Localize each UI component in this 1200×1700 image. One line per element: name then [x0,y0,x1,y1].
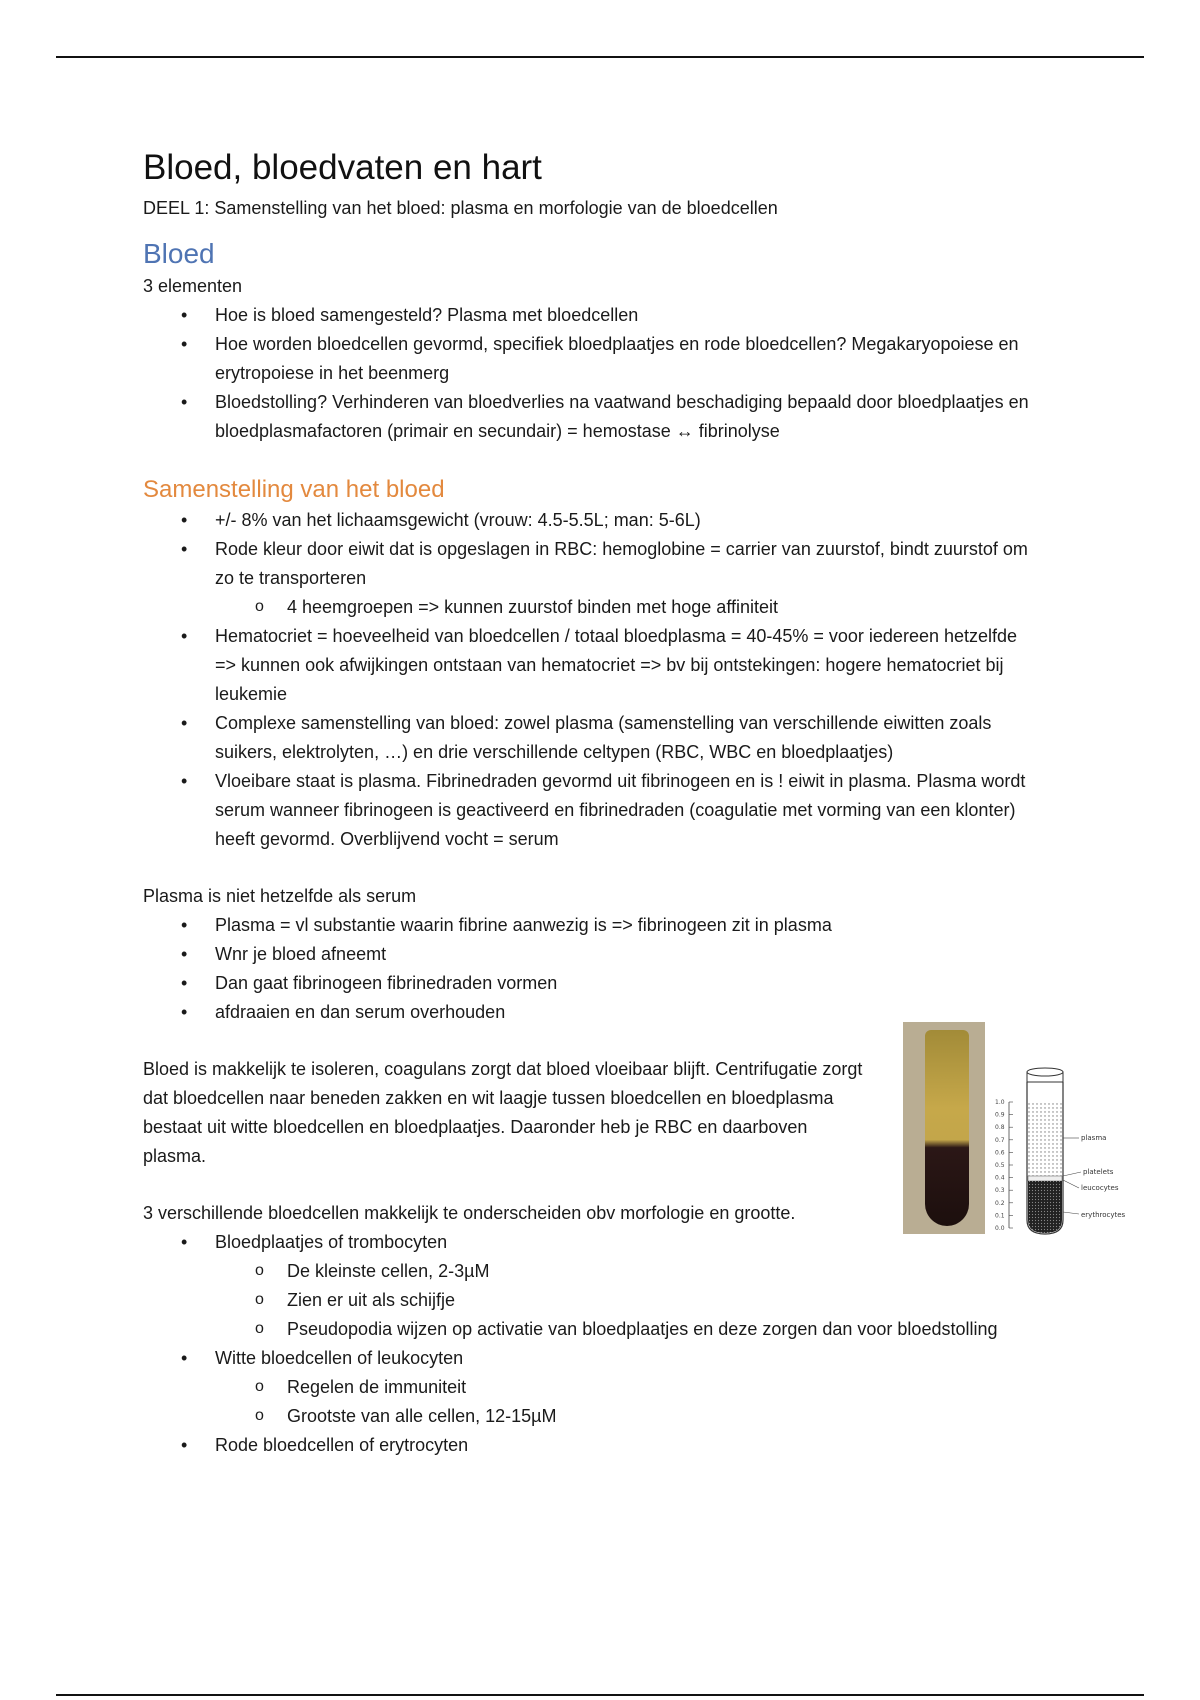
scale-tick-label: 0.4 [995,1174,1005,1182]
list-item: • Dan gaat fibrinogeen fibrinedraden vormen [143,969,1043,998]
centrifuge-figure [903,1022,1143,1236]
scale-tick-label: 0.1 [995,1212,1005,1220]
scale-tick-label: 0.6 [995,1149,1005,1157]
scale-tick-label: 0.5 [995,1162,1005,1169]
sub-list-item: o 4 heemgroepen => kunnen zuurstof binden met hoge affiniteit [215,593,1043,622]
list-item [143,1228,1043,1344]
scale-tick-label: 1.0 [995,1099,1005,1106]
list-item: • Wnr je bloed afneemt [143,940,1043,969]
cellen-intro: 3 verschillende bloedcellen makkelijk te onderscheiden obv morfologie en grootte. [143,1203,796,1223]
plasma-serum-list [143,911,1043,1027]
plasma-serum-intro: Plasma is niet hetzelfde als serum [143,886,417,906]
isoleren-paragraph: Bloed is makkelijk te isoleren, coagulans zorgt dat bloed vloeibaar blijft. Centrifugatie zorgt dat bloedcellen naar beneden zakken en wit laagje tussen bloedcellen en bloedplasma bestaat uit witte bloedcellen en bloedplaatjes. Daaronder heb je RBC en daarboven plasma. [143,1059,863,1166]
scale-tick-label: 0.2 [995,1199,1005,1207]
list-item-text: Bloedplaatjes of trombocyten [215,1232,448,1252]
blood-tube-glass [925,1030,969,1226]
sub-list-item: o De kleinste cellen, 2-3µM [215,1257,1043,1286]
list-item: • Rode bloedcellen of erytrocyten [143,1431,1043,1460]
document-title: Bloed, bloedvaten en hart [143,148,542,187]
sub-list [215,1257,1043,1344]
sub-list [215,1373,1043,1431]
list-item: • Hematocriet = hoeveelheid van bloedcellen / totaal bloedplasma = 40-45% = voor iedereen hetzelfde => kunnen ook afwijkingen ontstaan van hematocriet => bv bij ontstekingen: hogere hematocriet bij leukemie [143,622,1043,709]
list-item: • Bloedstolling? Verhinderen van bloedverlies na vaatwand beschadiging bepaald door bloedplaatjes en bloedplasmafactoren (primair en secundair) = hemostase ↔ fibrinolyse [143,388,1043,446]
list-item [143,535,1043,622]
list-item [143,1344,1043,1431]
sub-list-item: o Pseudopodia wijzen op activatie van bloedplaatjes en deze zorgen dan voor bloedstolling [215,1315,1043,1344]
list-item: • +/- 8% van het lichaamsgewicht (vrouw: 4.5-5.5L; man: 5-6L) [143,506,1043,535]
label-erythrocytes: erythrocytes [1081,1211,1126,1219]
label-leucocytes: leucocytes [1081,1184,1119,1192]
heading-samenstelling: Samenstelling van het bloed [143,476,445,503]
list-item: • Hoe is bloed samengesteld? Plasma met bloedcellen [143,301,1043,330]
sub-list-item: o Zien er uit als schijfje [215,1286,1043,1315]
list-item-text: Rode kleur door eiwit dat is opgeslagen in RBC: hemoglobine = carrier van zuurstof, bindt zuurstof om zo te transporteren [215,539,1028,588]
sub-list [215,593,1043,622]
header-rule [56,56,1144,58]
scale-tick-label: 0.0 [995,1225,1005,1232]
document-page [143,146,1043,1460]
list-item-text: Witte bloedcellen of leukocyten [215,1348,464,1368]
label-plasma: plasma [1081,1134,1107,1142]
scale-tick-label: 0.9 [995,1111,1005,1119]
label-platelets: platelets [1083,1168,1114,1176]
list-item: • afdraaien en dan serum overhouden [143,998,1043,1027]
list-item: • Plasma = vl substantie waarin fibrine aanwezig is => fibrinogeen zit in plasma [143,911,1043,940]
scale-tick-label: 0.3 [995,1187,1005,1195]
samenstelling-list [143,506,1043,854]
cellen-list [143,1228,1043,1460]
document-subtitle: DEEL 1: Samenstelling van het bloed: plasma en morfologie van de bloedcellen [143,198,778,218]
list-item: • Hoe worden bloedcellen gevormd, specifiek bloedplaatjes en rode bloedcellen? Megakaryopoiese en erytropoiese in het beenmerg [143,330,1043,388]
list-item: • Complexe samenstelling van bloed: zowel plasma (samenstelling van verschillende eiwitten zoals suikers, elektrolyten, …) en drie verschillende celtypen (RBC, WBC en bloedplaatjes) [143,709,1043,767]
bloed-intro: 3 elementen [143,276,243,296]
blood-tube-photo [903,1022,985,1234]
scale-tick-label: 0.7 [995,1136,1005,1144]
sub-list-item: o Grootste van alle cellen, 12-15µM [215,1402,1043,1431]
scale-tick-label: 0.8 [995,1124,1005,1132]
footer-rule [56,1694,1144,1696]
list-item: • Vloeibare staat is plasma. Fibrinedraden gevormd uit fibrinogeen en is ! eiwit in plasma. Plasma wordt serum wanneer fibrinogeen is geactiveerd en fibrinedraden (coagulatie met vorming van een klonter) heeft gevormd. Overblijvend vocht = serum [143,767,1043,854]
hematocrit-diagram [995,1042,1141,1236]
heading-bloed: Bloed [143,238,215,269]
sub-list-item: o Regelen de immuniteit [215,1373,1043,1402]
bloed-list [143,301,1043,446]
